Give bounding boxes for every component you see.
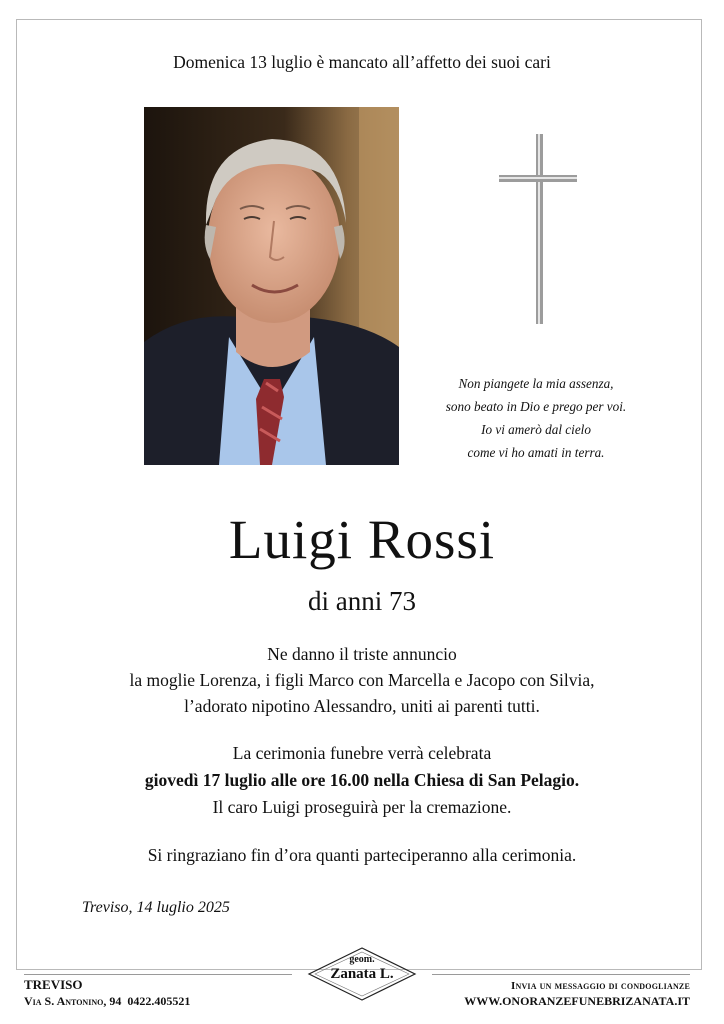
footer-divider-left — [24, 974, 292, 975]
footer-contact — [24, 977, 190, 1009]
footer-divider-right — [432, 974, 690, 975]
poem-line: Non piangete la mia assenza, — [458, 376, 614, 391]
logo-name: Zanata L. — [330, 966, 394, 982]
footer-city: TREVISO — [24, 977, 83, 992]
announcement — [0, 641, 724, 719]
footer-condolences — [464, 979, 690, 1009]
deceased-age: di anni 73 — [308, 586, 416, 616]
company-logo — [307, 946, 417, 1002]
death-notice-header: Domenica 13 luglio è mancato all’affetto dei suoi cari — [173, 52, 551, 72]
poem-line: come vi ho amati in terra. — [467, 445, 605, 460]
ceremony-details: giovedì 17 luglio alle ore 16.00 nella Chiesa di San Pelagio. — [144, 770, 580, 790]
announcement-line: l’adorato nipotino Alessandro, uniti ai parenti tutti. — [184, 696, 540, 716]
place-date: Treviso, 14 luglio 2025 — [82, 899, 230, 916]
poem-line: Io vi amerò dal cielo — [481, 422, 591, 437]
logo-prefix: geom. — [349, 954, 375, 965]
portrait-photo — [144, 107, 399, 465]
deceased-name: Luigi Rossi — [228, 509, 496, 570]
announcement-line: Ne danno il triste annuncio — [267, 644, 457, 664]
footer-address: Via S. Antonino, 94 — [24, 994, 122, 1008]
thanks-note: Si ringraziano fin d’ora quanti parteciperanno alla cerimonia. — [147, 845, 577, 865]
poem — [420, 372, 652, 464]
footer-phone[interactable]: 0422.405521 — [127, 994, 191, 1008]
cross-icon — [497, 130, 579, 326]
ceremony-info — [0, 740, 724, 794]
poem-line: sono beato in Dio e prego per voi. — [445, 399, 627, 414]
cremation-note: Il caro Luigi proseguirà per la cremazione. — [212, 797, 512, 817]
ceremony-intro: La cerimonia funebre verrà celebrata — [232, 743, 492, 763]
condolence-message-label: Invia un messaggio di condoglianze — [511, 980, 690, 992]
website-link[interactable]: WWW.ONORANZEFUNEBRIZANATA.IT — [464, 994, 690, 1008]
announcement-line: la moglie Lorenza, i figli Marco con Marcella e Jacopo con Silvia, — [129, 670, 595, 690]
